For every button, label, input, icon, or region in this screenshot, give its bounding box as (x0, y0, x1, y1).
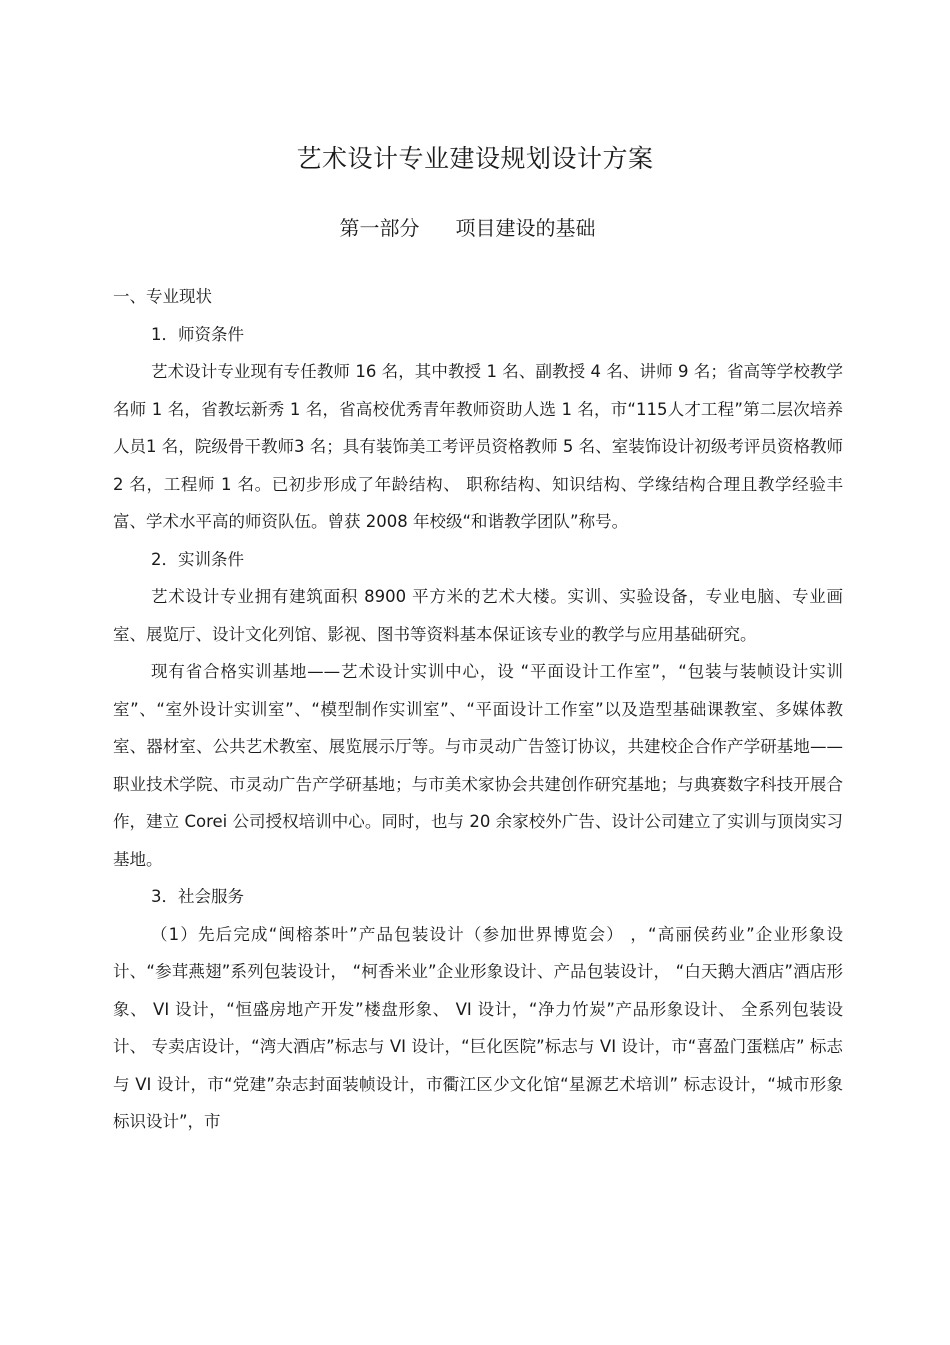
part-label: 第一部分 (339, 216, 420, 240)
paragraph-facilities: 艺术设计专业拥有建筑面积 8900 平方米的艺术大楼。实训、实验设备，专业电脑、专业画室、展览厅、设计文化列馆、影视、图书等资料基本保证该专业的教学与应用基础研究。 (113, 587, 843, 644)
subsection-heading-faculty: 1．师资条件 (151, 324, 244, 344)
part-title: 项目建设的基础 (455, 216, 596, 240)
paragraph-faculty: 艺术设计专业现有专任教师 16 名，其中教授 1 名、副教授 4 名、讲师 9 名；省高等学校教学名师 1 名，省教坛新秀 1 名，省高校优秀青年教师资助人选 1 名，市“115人才工程”第二层次培养人员1 名，院级骨干教师3 名；具有装饰美工考评员资格教师 5 名、室装饰设计初级考评员资格教师 2 名，工程师 1 名。已初步形成了年龄结构、 职称结构、知识结构、学缘结构合理且教学经验丰富、学术水平高的师资队伍。曾获 2008 年校级“和谐教学团队”称号。 (113, 362, 843, 531)
document-body (113, 278, 843, 1141)
document-title: 艺术设计专业建设规划设计方案 (296, 144, 654, 173)
subsection-heading-training: 2．实训条件 (151, 549, 244, 569)
section-heading: 一、专业现状 (113, 287, 212, 306)
part-heading (0, 214, 935, 242)
subsection-heading-service: 3．社会服务 (151, 887, 244, 906)
paragraph-training-bases: 现有省合格实训基地——艺术设计实训中心，设 “平面设计工作室”，“包装与装帧设计实训室”、“室外设计实训室”、“模型制作实训室”、“平面设计工作室”以及造型基础课教室、多媒体教室、器材室、公共艺术教室、展览展示厅等。与市灵动广告签订协议，共建校企合作产学研基地——职业技术学院、市灵动广告产学研基地；与市美术家协会共建创作研究基地；与典赛数字科技开展合作，建立 Corei 公司授权培训中心。同时，也与 20 余家校外广告、设计公司建立了实训与顶岗实习基地。 (113, 662, 843, 869)
paragraph-service-projects: （1）先后完成“闽榕茶叶”产品包装设计（参加世界博览会） ，“高丽侯药业”企业形象设计、“参茸燕翅”系列包装设计， “柯香米业”企业形象设计、产品包装设计， “白天鹅大酒店”酒店形象、 VI 设计，“恒盛房地产开发”楼盘形象、 VI 设计，“净力竹炭”产品形象设计、 全系列包装设计、 专卖店设计，“湾大酒店”标志与 VI 设计，“巨化医院”标志与 VI 设计，市“喜盈门蛋糕店” 标志与 VI 设计，市“党建”杂志封面装帧设计，市衢江区少文化馆“星源艺术培训” 标志设计，“城市形象标识设计”，市 (113, 924, 843, 1131)
